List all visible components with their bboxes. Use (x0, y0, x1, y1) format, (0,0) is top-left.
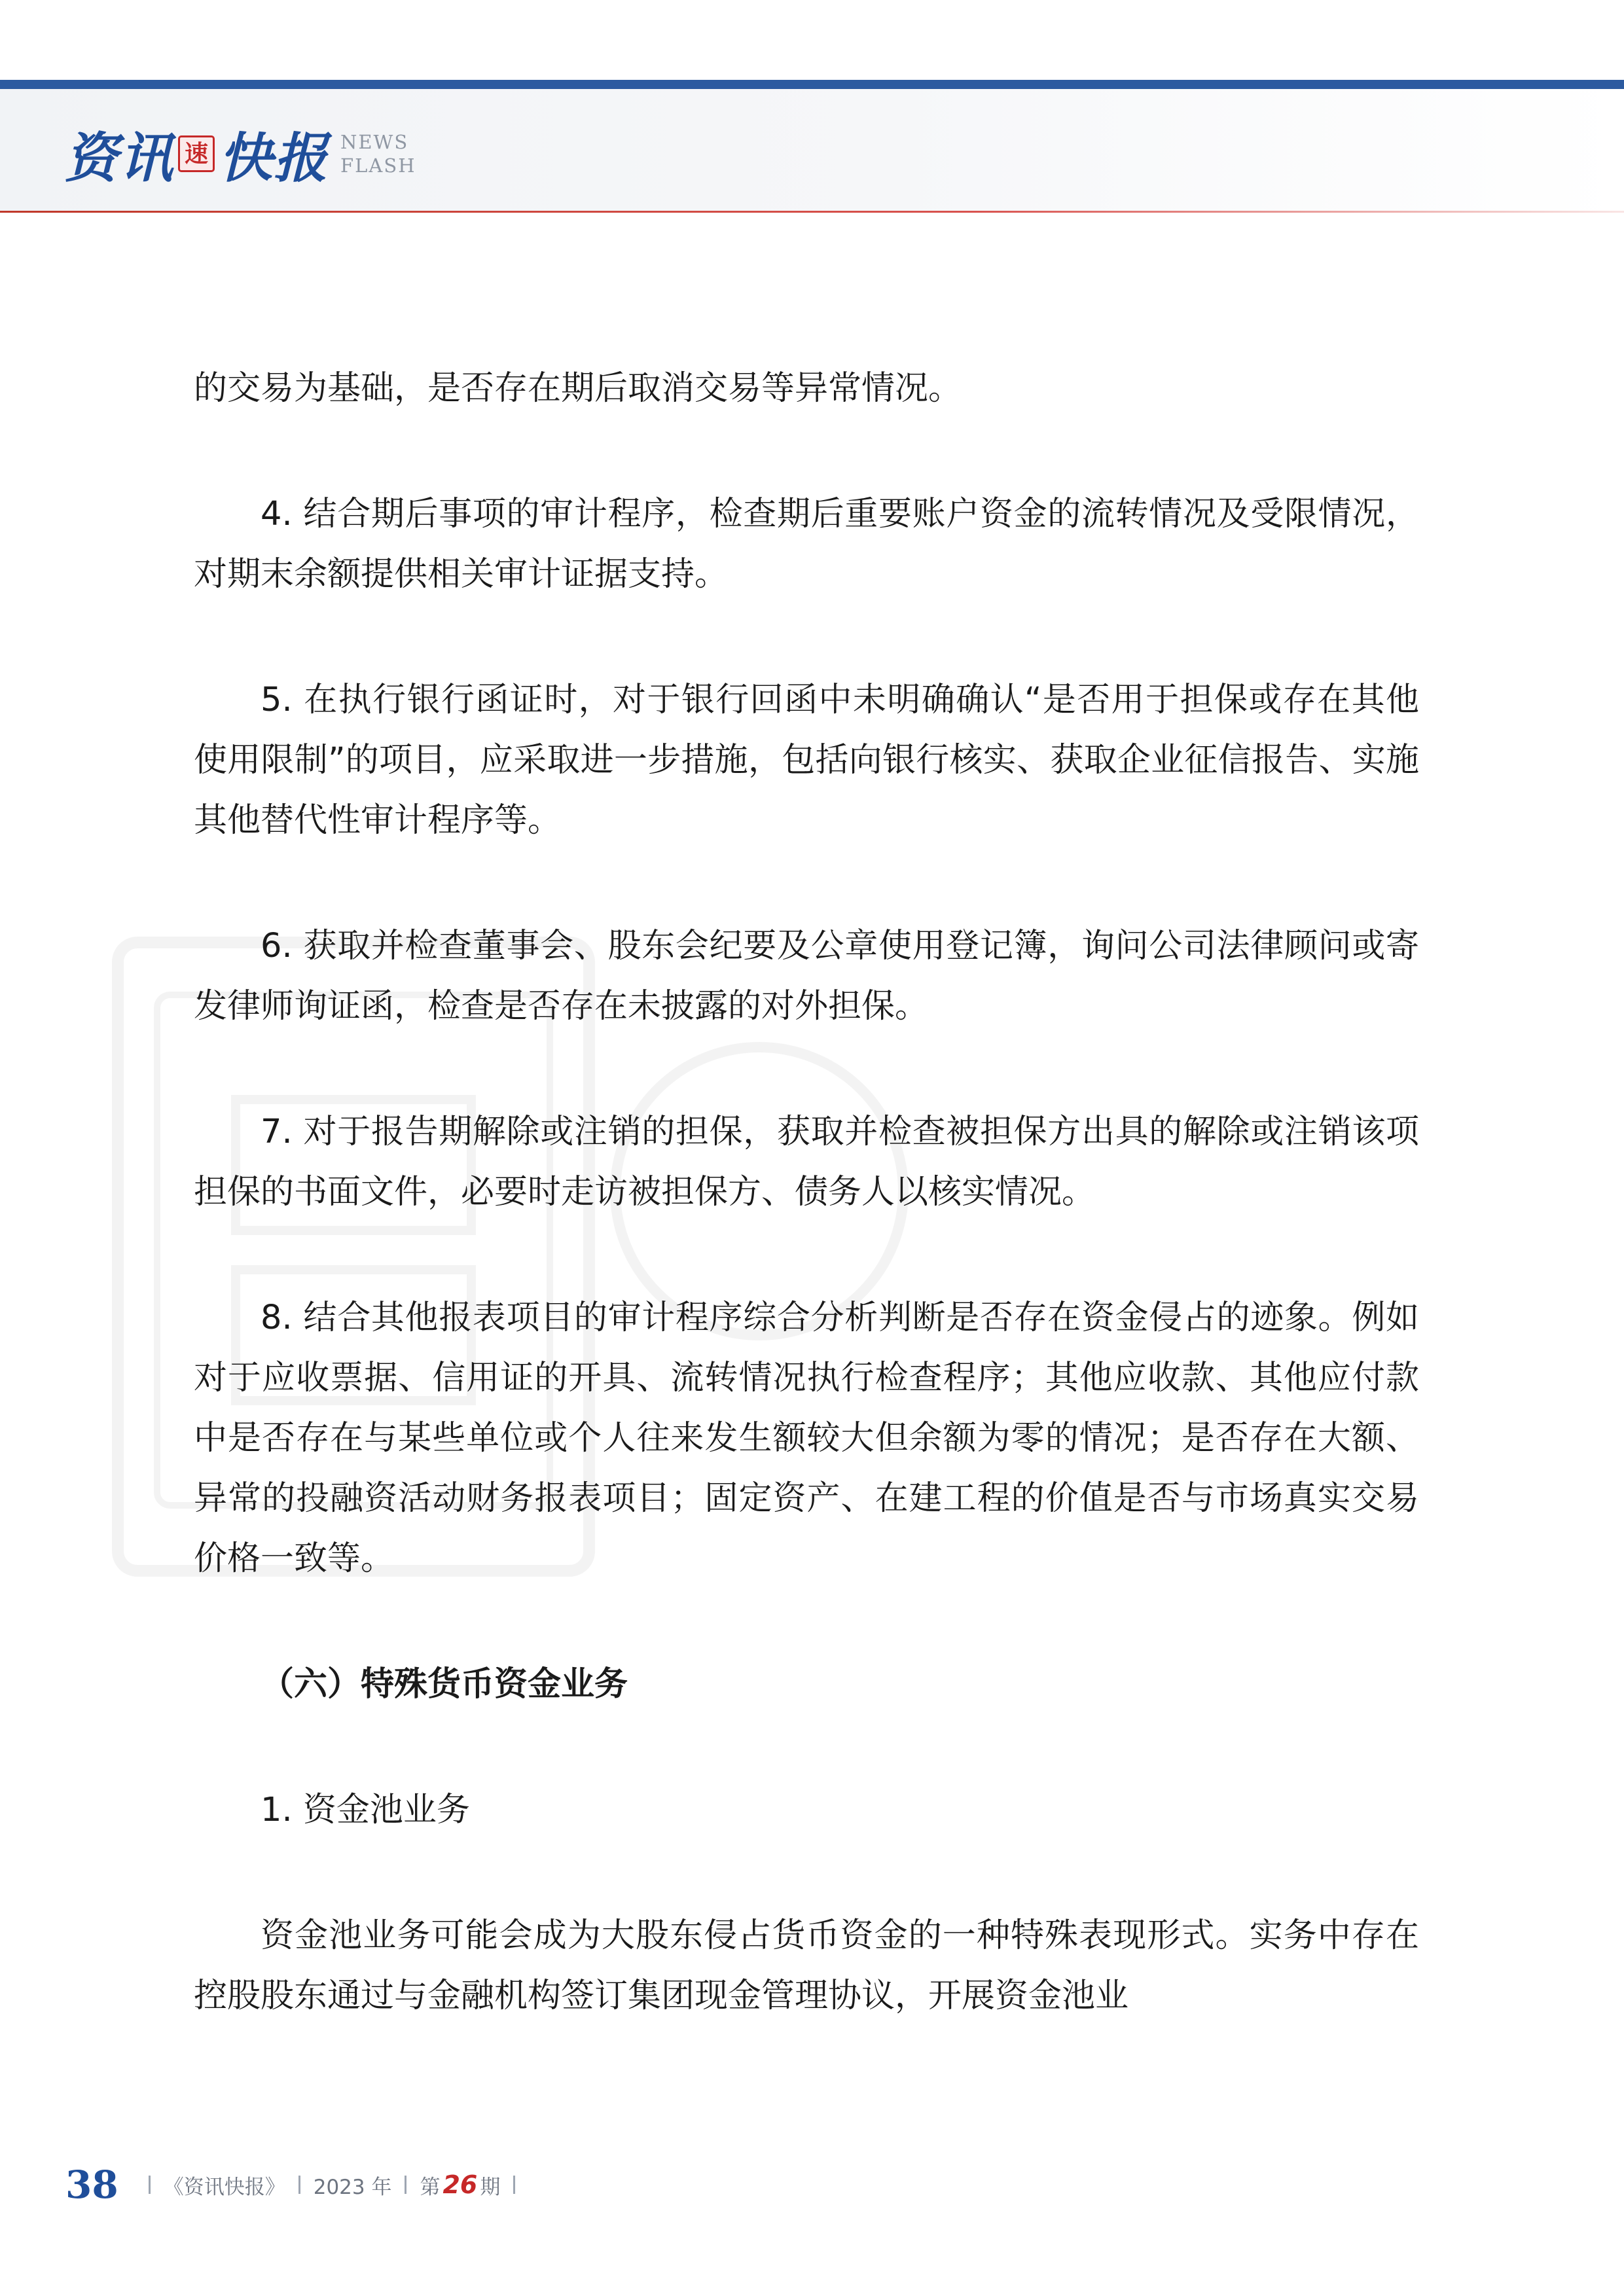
logo-text-right: 快报 (219, 126, 329, 190)
subsection-heading: 1. 资金池业务 (261, 1791, 470, 1829)
logo-en-flash: FLASH (340, 154, 416, 177)
footer-separator (513, 2176, 515, 2194)
body-paragraph: 的交易为基础，是否存在期后取消交易等异常情况。 (194, 369, 962, 408)
footer-separator (298, 2176, 300, 2194)
header-divider-line (0, 211, 1624, 213)
footer-publication: 《资讯快报》 (163, 2175, 285, 2199)
publication-logo (64, 118, 416, 190)
body-paragraph: 4. 结合期后事项的审计程序，检查期后重要账户资金的流转情况及受限情况，对期末余额提供相关审计证据支持。 (194, 495, 1419, 594)
page-number: 38 (65, 2162, 118, 2207)
footer-issue-number: 26 (442, 2170, 478, 2199)
logo-en-news: NEWS (340, 131, 409, 153)
logo-english (340, 130, 416, 177)
footer-issue-prefix: 第 (420, 2175, 441, 2199)
body-paragraph: 5. 在执行银行函证时，对于银行回函中未明确确认“是否用于担保或存在其他使用限制”的项目，应采取进一步措施，包括向银行核实、获取企业征信报告、实施其他替代性审计程序等。 (194, 681, 1419, 840)
header-top-bar (0, 80, 1624, 89)
body-paragraph: 7. 对于报告期解除或注销的担保，获取并检查被担保方出具的解除或注销该项担保的书面文件，必要时走访被担保方、债务人以核实情况。 (194, 1113, 1419, 1211)
body-paragraph: 8. 结合其他报表项目的审计程序综合分析判断是否存在资金侵占的迹象。例如对于应收票据、信用证的开具、流转情况执行检查程序；其他应收款、其他应付款中是否存在与某些单位或个人往来发生额较大但余额为零的情况；是否存在大额、异常的投融资活动财务报表项目；固定资产、在建工程的价值是否与市场真实交易价格一致等。 (194, 1299, 1419, 1578)
footer-year: 2023 年 (313, 2175, 392, 2199)
footer-separator (405, 2176, 406, 2194)
footer-separator (149, 2176, 151, 2194)
logo-seal (178, 135, 215, 172)
page-footer (65, 2159, 528, 2211)
footer-issue-suffix: 期 (480, 2175, 501, 2199)
section-heading: （六）特殊货币资金业务 (261, 1665, 628, 1704)
body-paragraph: 6. 获取并检查董事会、股东会纪要及公章使用登记簿，询问公司法律顾问或寄发律师询证函，检查是否存在未披露的对外担保。 (194, 927, 1419, 1026)
body-paragraph: 资金池业务可能会成为大股东侵占货币资金的一种特殊表现形式。实务中存在控股股东通过与金融机构签订集团现金管理协议，开展资金池业 (194, 1916, 1419, 2015)
logo-seal-char: 速 (184, 140, 208, 168)
logo-text-left: 资讯 (64, 126, 174, 190)
article-body (194, 359, 1419, 2026)
